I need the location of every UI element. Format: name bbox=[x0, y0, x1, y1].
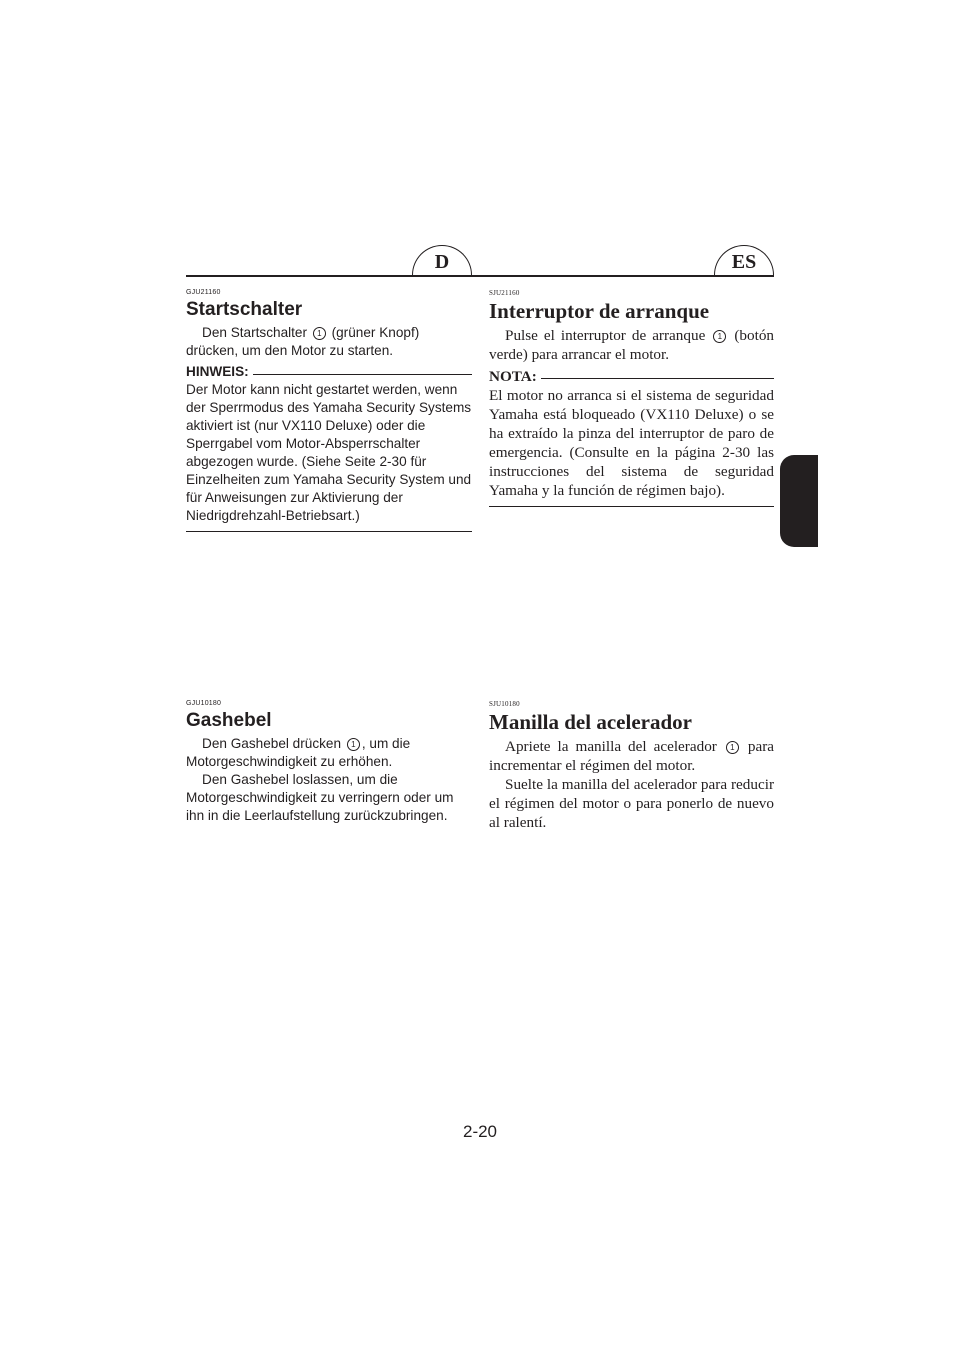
de-section-code: GJU10180 bbox=[186, 700, 222, 707]
de-paragraph: Den Gashebel loslassen, um die Motorgeschwindigkeit zu verringern oder um ihn in die Leerlaufstellung zurückzubringen. bbox=[186, 772, 454, 823]
de-section-throttle bbox=[186, 699, 472, 825]
de-section-start-switch bbox=[186, 288, 472, 532]
es-section-start-switch bbox=[489, 288, 774, 507]
es-paragraph-text: para incrementar el régimen del motor. bbox=[489, 738, 775, 774]
de-section-title: Gashebel bbox=[186, 710, 272, 731]
es-note-label: NOTA: bbox=[489, 368, 537, 385]
de-paragraph-text: Den Gashebel drücken bbox=[202, 736, 342, 751]
de-paragraph-text: (grüner Knopf) drücken, um den Motor zu starten. bbox=[186, 325, 420, 358]
es-section-code: SJU10180 bbox=[489, 700, 520, 708]
de-note-label: HINWEIS: bbox=[186, 364, 249, 379]
note-rule bbox=[541, 378, 774, 379]
de-section-code: GJU21160 bbox=[186, 289, 221, 296]
language-badge-spanish-label: ES bbox=[731, 251, 757, 273]
es-section-title: Manilla del acelerador bbox=[489, 710, 692, 734]
note-end-rule bbox=[489, 506, 774, 507]
de-paragraph-text: , um die Motorgeschwindigkeit zu erhöhen. bbox=[186, 736, 411, 769]
es-note-header bbox=[489, 367, 774, 386]
de-paragraph bbox=[186, 735, 472, 771]
es-section-code: SJU21160 bbox=[489, 289, 520, 297]
es-paragraph: Suelte la manilla del acelerador para reducir el régimen del motor o para ponerlo de nuevo al ralentí. bbox=[489, 776, 774, 831]
de-section-title: Startschalter bbox=[186, 299, 303, 320]
callout-marker: 1 bbox=[347, 738, 360, 751]
callout-marker: 1 bbox=[726, 741, 739, 754]
de-paragraph bbox=[186, 324, 472, 360]
language-badge-german-label: D bbox=[434, 251, 450, 273]
es-note-text: El motor no arranca si el sistema de seguridad Yamaha está bloqueado (VX110 Deluxe) o se ha extraído la pinza del interruptor de paro de emergencia. (Consulte en la página 2-30 las instrucciones del sistema de seguridad Yamaha y la función de régimen bajo). bbox=[489, 387, 774, 499]
note-end-rule bbox=[186, 531, 472, 532]
note-rule bbox=[253, 374, 472, 375]
es-paragraph-text: Pulse el interruptor de arranque bbox=[505, 327, 706, 344]
de-note-header bbox=[186, 363, 472, 381]
es-section-title: Interruptor de arranque bbox=[489, 299, 710, 323]
es-section-throttle bbox=[489, 699, 774, 832]
callout-marker: 1 bbox=[313, 327, 326, 340]
language-badge-german bbox=[412, 245, 472, 275]
es-paragraph bbox=[489, 737, 774, 775]
callout-marker: 1 bbox=[713, 330, 726, 343]
es-paragraph-text: (botón verde) para arrancar el motor. bbox=[489, 327, 775, 363]
header-rule bbox=[186, 275, 774, 277]
de-paragraph-text: Den Startschalter bbox=[202, 325, 308, 340]
es-paragraph bbox=[489, 326, 774, 364]
language-badge-spanish bbox=[714, 245, 774, 275]
es-paragraph-text: Apriete la manilla del acelerador bbox=[505, 738, 717, 755]
page-number: 2-20 bbox=[462, 1122, 498, 1141]
de-note-text: Der Motor kann nicht gestartet werden, wenn der Sperrmodus des Yamaha Security Systems aktiviert ist (nur VX110 Deluxe) oder die Sperrgabel vom Motor-Absperrschalter abgezogen wurde. (Siehe Seite 2-30 für Einzelheiten zum Yamaha Security System und für Anweisungen zur Aktivierung der Niedrigdrehzahl-Betriebsart.) bbox=[186, 382, 472, 523]
chapter-thumb-tab bbox=[780, 455, 818, 547]
